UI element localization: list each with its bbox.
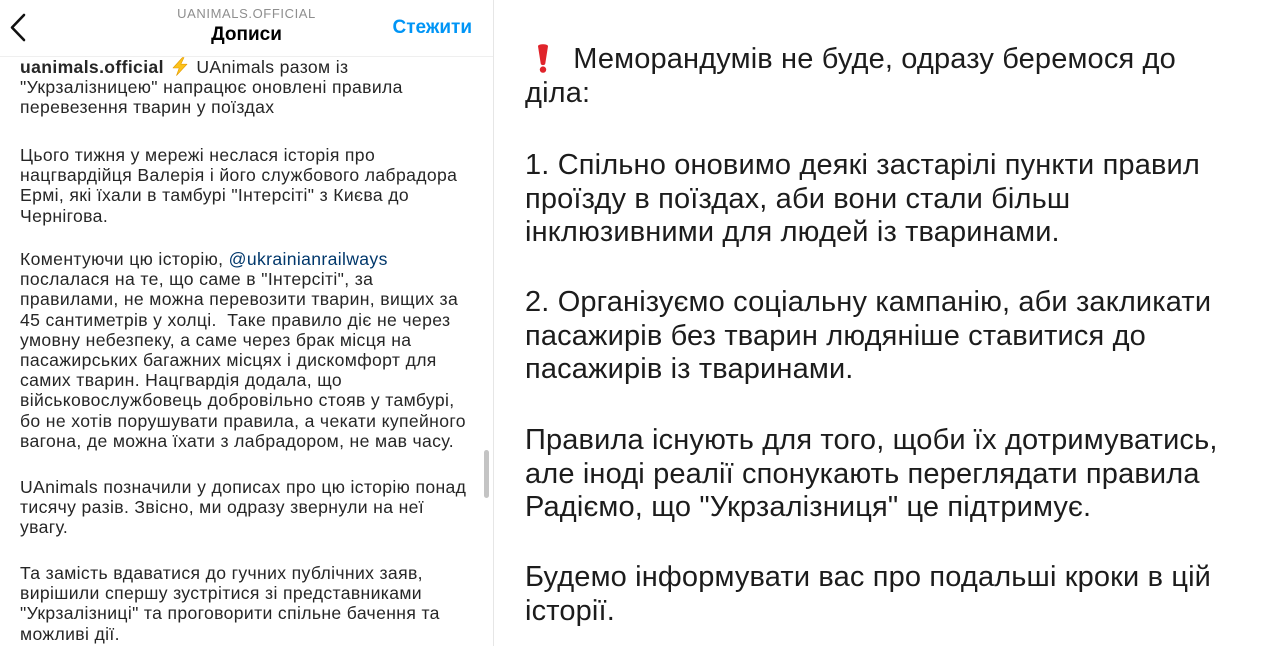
caption-line bbox=[20, 517, 466, 537]
caption-text: Цього тижня у мережі неслася історія про bbox=[20, 145, 376, 165]
caption-line bbox=[20, 97, 403, 117]
announcement-text: 1. Спільно оновимо деякі застарілі пункти правил bbox=[525, 149, 1200, 181]
caption-line bbox=[20, 289, 466, 309]
caption-text: бо не хотів порушувати правила, а чекати купейного bbox=[20, 410, 466, 431]
header-account-name: UANIMALS.OFFICIAL bbox=[177, 6, 316, 21]
caption-line bbox=[20, 350, 466, 370]
caption-text: самих тварин. Нацгвардія додала, що bbox=[20, 370, 343, 391]
announcement-text: Радіємо, що "Укрзалізниця" це підтримує. bbox=[525, 491, 1092, 523]
caption-text: "Укрзалізниці" та проговорити спільне бачення та bbox=[20, 603, 440, 624]
caption-line bbox=[20, 477, 466, 497]
caption-line bbox=[20, 390, 466, 410]
caption-text: вагона, де можна їхати з лабрадором, не мав часу. bbox=[20, 430, 454, 451]
announcement-line bbox=[525, 595, 1211, 629]
back-button[interactable] bbox=[4, 11, 32, 43]
announcement-line bbox=[525, 561, 1211, 595]
caption-line bbox=[20, 249, 466, 269]
announcement-text: Правила існують для того, щоби їх дотримуватись, bbox=[525, 424, 1218, 456]
chevron-left-icon bbox=[4, 11, 32, 43]
caption-text: послалася на те, що саме в "Інтерсіті", за bbox=[20, 269, 374, 290]
announcement-paragraph bbox=[525, 286, 1211, 387]
caption-text: увагу. bbox=[20, 517, 69, 538]
caption-text: Та замість вдаватися до гучних публічних заяв, bbox=[20, 563, 423, 583]
caption-line bbox=[20, 269, 466, 289]
red-exclamation-icon bbox=[525, 43, 565, 73]
scrollbar-thumb[interactable] bbox=[484, 450, 489, 498]
caption-line bbox=[20, 411, 466, 431]
caption-line bbox=[20, 603, 440, 623]
caption-line bbox=[20, 165, 457, 185]
announcement-paragraph bbox=[525, 561, 1211, 628]
caption-text: UAnimals позначили у дописах про цю історію понад bbox=[20, 477, 467, 497]
caption-text: правилами, не можна перевозити тварин, вищих за bbox=[20, 289, 459, 310]
announcement-line bbox=[525, 458, 1218, 492]
announcement-line bbox=[525, 320, 1211, 354]
caption-line bbox=[20, 563, 440, 583]
caption-text: умовну небезпеку, а саме через брак місця на bbox=[20, 329, 412, 350]
caption-line bbox=[20, 206, 457, 226]
announcement-text: історії. bbox=[525, 594, 615, 627]
announcement-paragraph bbox=[525, 43, 1176, 110]
announcement-paragraph bbox=[525, 149, 1200, 250]
announcement-text: діла: bbox=[525, 76, 591, 109]
announcement-text: 2. Організуємо соціальну кампанію, аби закликати bbox=[525, 286, 1212, 318]
announcement-line bbox=[525, 491, 1218, 525]
caption-text: тисячу разів. Звісно, ми одразу звернули на неї bbox=[20, 497, 425, 518]
caption-text: військовослужбовець добровільно стояв у тамбурі, bbox=[20, 390, 455, 411]
follow-button[interactable]: Стежити bbox=[392, 17, 472, 38]
caption-paragraph bbox=[20, 477, 466, 538]
caption-line bbox=[20, 583, 440, 603]
caption-line bbox=[20, 145, 457, 165]
caption-text: "Укрзалізницею" напрацює оновлені правила bbox=[20, 77, 403, 98]
announcement-line bbox=[525, 286, 1211, 320]
caption-text: Чернігова. bbox=[20, 205, 109, 226]
announcement-text: але іноді реалії спонукають переглядати правила bbox=[525, 457, 1200, 490]
caption-text: UAnimals разом із bbox=[196, 57, 349, 77]
caption-line bbox=[20, 77, 403, 97]
caption-title bbox=[20, 57, 403, 118]
announcement-text: проїзду в поїздах, аби вони стали більш bbox=[525, 182, 1071, 215]
caption-line bbox=[20, 497, 466, 517]
announcement-line bbox=[525, 183, 1200, 217]
caption-line bbox=[20, 57, 403, 77]
caption-line bbox=[20, 370, 466, 390]
caption-paragraph bbox=[20, 249, 466, 451]
caption-line bbox=[20, 431, 466, 451]
instagram-post-panel bbox=[0, 0, 493, 646]
caption-line bbox=[20, 330, 466, 350]
caption-text: Коментуючи цю історію, bbox=[20, 249, 224, 269]
announcement-line bbox=[525, 149, 1200, 183]
announcement-line bbox=[525, 77, 1176, 111]
caption-text: перевезення тварин у поїздах bbox=[20, 97, 275, 118]
announcement-text: пасажирів із тваринами. bbox=[525, 353, 854, 385]
lightning-icon bbox=[171, 57, 189, 76]
caption-text: пасажирських багажних місцях і дискомфорт для bbox=[20, 349, 437, 370]
caption-line bbox=[20, 185, 457, 205]
announcement-text: Меморандумів не буде, одразу беремося до bbox=[573, 43, 1176, 75]
mention-link[interactable]: @ukrainianrailways bbox=[228, 249, 388, 269]
caption-paragraph bbox=[20, 563, 440, 644]
caption-paragraph bbox=[20, 145, 457, 226]
announcement-line bbox=[525, 216, 1200, 250]
caption-text: Ермі, які їхали в тамбурі "Інтерсіті" з Києва до bbox=[20, 185, 409, 206]
announcement-text: пасажирів без тварин людяніше ставитися до bbox=[525, 319, 1146, 352]
caption-text: нацгвардійця Валерія і його службового лабрадора bbox=[20, 165, 458, 186]
announcement-paragraph bbox=[525, 424, 1218, 525]
announcement-line bbox=[525, 43, 1176, 77]
announcement-line bbox=[525, 353, 1211, 387]
announcement-text: інклюзивними для людей із тваринами. bbox=[525, 216, 1060, 248]
caption-line bbox=[20, 624, 440, 644]
caption-line bbox=[20, 310, 466, 330]
caption-text: можливі дії. bbox=[20, 623, 120, 644]
announcement-line bbox=[525, 424, 1218, 458]
caption-text: вирішили спершу зустрітися зі представниками bbox=[20, 583, 422, 604]
announcement-text: Будемо інформувати вас про подальші кроки в цій bbox=[525, 561, 1212, 593]
caption-text: 45 сантиметрів у холці. Таке правило діє не через bbox=[20, 309, 451, 330]
announcement-panel bbox=[494, 0, 1280, 646]
page-title: Дописи bbox=[211, 24, 282, 45]
username-link[interactable]: uanimals.official bbox=[20, 57, 164, 77]
